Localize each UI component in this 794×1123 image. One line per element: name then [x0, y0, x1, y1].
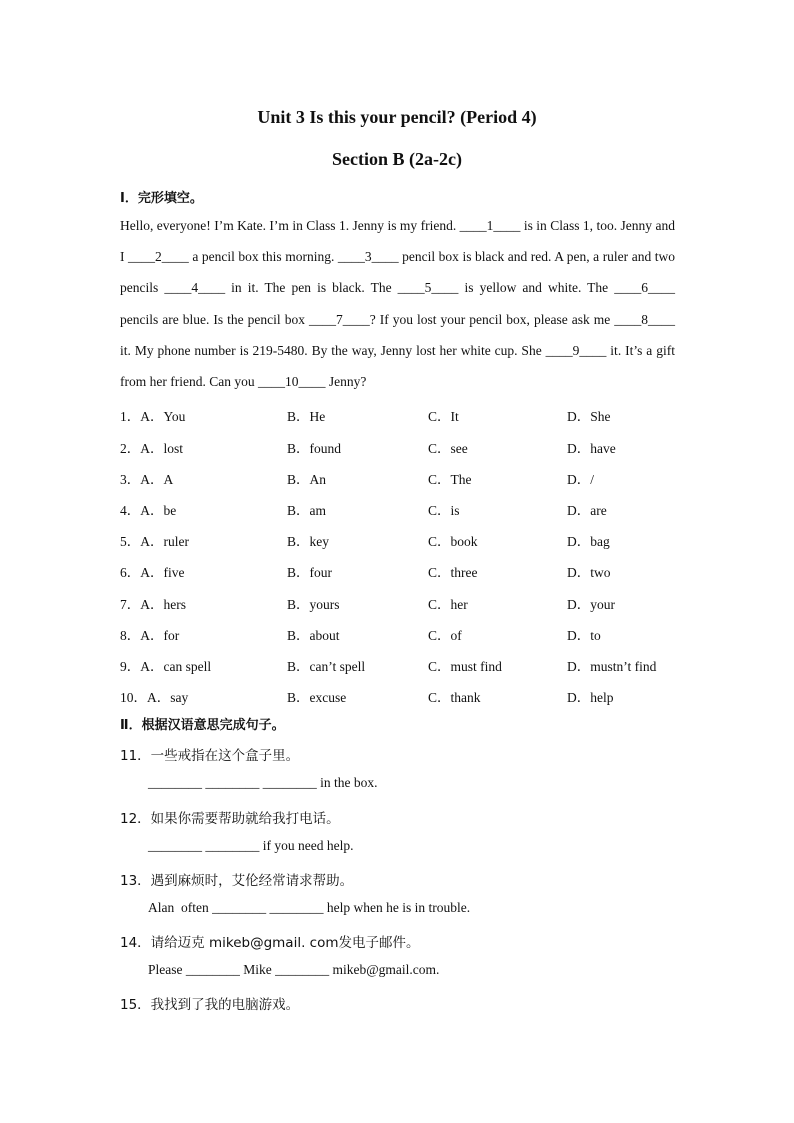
option-c: C．It	[428, 409, 459, 424]
option-b: B．can’t spell	[287, 659, 366, 674]
question-row	[120, 530, 680, 550]
question-row	[120, 405, 680, 425]
page-subtitle: Section B (2a-2c)	[332, 149, 462, 169]
sentence-answer: Alan often ________ ________ help when he is in trouble.	[148, 900, 471, 915]
sentence-prompt: 13．遇到麻烦时，艾伦经常请求帮助。	[120, 873, 354, 889]
question-row	[120, 593, 680, 613]
page-title: Unit 3 Is this your pencil? (Period 4)	[257, 107, 537, 127]
option-b: B．excuse	[287, 690, 347, 705]
option-b: B．key	[287, 534, 329, 549]
option-c: C．The	[428, 472, 472, 487]
option-a: 9．A．can spell	[120, 659, 212, 674]
passage-line: ____9____ it. It’s a gift from her friend. Can you ____10____ Jenny?	[120, 342, 675, 390]
option-b: B．yours	[287, 597, 340, 612]
sentence-prompt: 11．一些戒指在这个盒子里。	[120, 748, 300, 764]
passage-line: and two pencils ____4____ in it. The pen is black. The ____5____ is yellow and white. The	[120, 249, 676, 296]
sentence-prompt: 14．请给迈克 mikeb@gmail. com发电子邮件。	[120, 935, 420, 951]
option-d: D．are	[567, 503, 607, 518]
passage-line: and I ____2____ a pencil box this morning. ____3____ pencil box is black and red. A pen, a ruler	[120, 218, 675, 265]
section-1-heading: Ⅰ．完形填空。	[120, 191, 203, 206]
option-d: D．/	[567, 472, 594, 487]
option-a: 5．A．ruler	[120, 534, 189, 549]
question-row	[120, 655, 680, 675]
option-c: C．must find	[428, 659, 502, 674]
option-b: B．about	[287, 628, 340, 643]
sentence-answer: Please ________ Mike ________ mikeb@gmail.com.	[148, 962, 440, 977]
option-d: D．help	[567, 690, 614, 705]
option-c: C．thank	[428, 690, 481, 705]
option-d: D．have	[567, 441, 616, 456]
option-c: C．three	[428, 565, 478, 580]
option-d: D．two	[567, 565, 611, 580]
option-b: B．He	[287, 409, 326, 424]
option-d: D．She	[567, 409, 611, 424]
option-a: 8．A．for	[120, 628, 180, 643]
option-b: B．four	[287, 565, 332, 580]
option-a: 4．A．be	[120, 503, 177, 518]
sentence-answer: ________ ________ ________ in the box.	[148, 775, 378, 790]
sentence-prompt: 15．我找到了我的电脑游戏。	[120, 997, 300, 1013]
option-d: D．mustn’t find	[567, 659, 657, 674]
question-row	[120, 437, 680, 457]
option-d: D．bag	[567, 534, 610, 549]
option-a: 7．A．hers	[120, 597, 186, 612]
option-c: C．book	[428, 534, 478, 549]
option-a: 6．A．five	[120, 565, 185, 580]
cloze-passage	[120, 210, 675, 397]
passage-line: me ____8____ it. My phone number is 219-5480. By the way, Jenny lost her white cup. She	[120, 311, 675, 358]
section-2-heading: Ⅱ．根据汉语意思完成句子。	[120, 718, 285, 733]
passage-line: ____6____ pencils are blue. Is the pencil box ____7____? If you lost your pencil box, please ask	[120, 280, 676, 327]
option-c: C．see	[428, 441, 468, 456]
option-a: 1．A．You	[120, 409, 186, 424]
option-b: B．found	[287, 441, 341, 456]
option-b: B．am	[287, 503, 326, 518]
option-a: 2．A．lost	[120, 441, 184, 456]
option-c: C．is	[428, 503, 460, 518]
question-row	[120, 499, 680, 519]
question-row	[120, 686, 680, 706]
option-c: C．her	[428, 597, 468, 612]
option-b: B．An	[287, 472, 327, 487]
option-c: C．of	[428, 628, 462, 643]
question-row	[120, 624, 680, 644]
question-row	[120, 561, 680, 581]
option-a: 3．A．A	[120, 472, 174, 487]
sentence-prompt: 12．如果你需要帮助就给我打电话。	[120, 811, 340, 827]
question-row	[120, 468, 680, 488]
option-d: D．to	[567, 628, 601, 643]
option-d: D．your	[567, 597, 615, 612]
sentence-answer: ________ ________ if you need help.	[148, 838, 354, 853]
passage-line: Hello, everyone! I’m Kate. I’m in Class 1. Jenny is my friend. ____1____ is in Class 1, too. Jenny	[120, 218, 653, 233]
option-a: 10．A．say	[120, 690, 189, 705]
